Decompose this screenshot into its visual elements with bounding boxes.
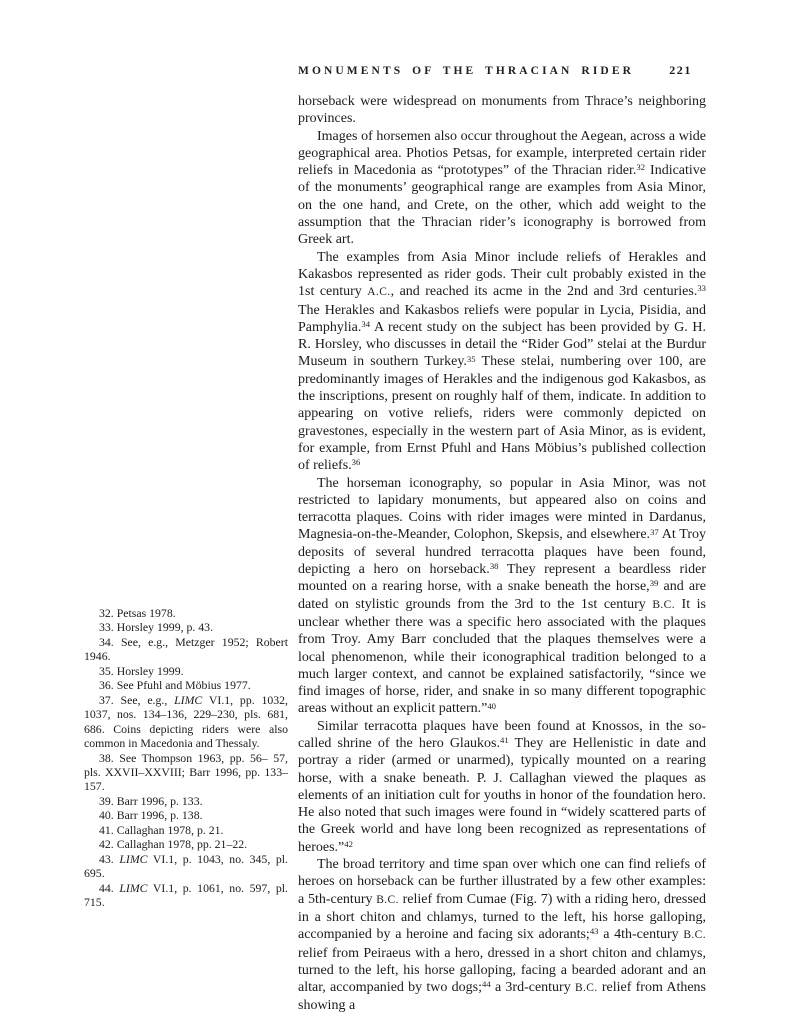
footnote-36 bbox=[84, 678, 288, 692]
footnote-33 bbox=[84, 620, 288, 634]
text-run: and are dated on stylistic grounds from the 3rd to the 1st century bbox=[298, 579, 706, 612]
footnote-35 bbox=[84, 664, 288, 678]
paragraph-3 bbox=[298, 249, 706, 475]
text-run: 34. See, e.g., Metzger 1952; Robert 1946. bbox=[84, 634, 288, 664]
text-run: 33. Horsley 1999, p. 43. bbox=[99, 620, 214, 635]
italic-text: LIMC bbox=[119, 880, 148, 895]
footnote-34 bbox=[84, 635, 288, 664]
paragraph-1 bbox=[298, 93, 706, 128]
text-run: VI.1, pp. 1032, 1037, nos. 134–136, 229–230, pls. 681, 686. Coins depicting riders were also common in Macedonia and Thessaly. bbox=[84, 692, 289, 751]
small-caps-text: B.C. bbox=[376, 893, 399, 906]
text-run: Indicative of the monuments’ geographical range are examples from Asia Minor, on the one hand, and Crete, on the other, which add weight to the assumption that the Thracian rider’s iconography is borrowed from Greek art. bbox=[298, 163, 706, 248]
text-run: relief from Athens showing a bbox=[298, 980, 706, 1014]
footnote-37 bbox=[84, 693, 288, 751]
footnote-marker: 32 bbox=[636, 162, 646, 173]
text-run: 35. Horsley 1999. bbox=[99, 663, 184, 678]
footnote-44 bbox=[84, 881, 288, 910]
text-run: relief from Peiraeus with a hero, dressed in a short chiton and chlamys, turned to the left, his horse galloping, facing a bearded adorant and an altar, accompanied by two dogs; bbox=[298, 945, 706, 996]
footnote-38 bbox=[84, 751, 288, 794]
text-run: 32. Petsas 1978. bbox=[99, 606, 176, 620]
small-caps-text: B.C. bbox=[574, 982, 598, 995]
text-run: The Herakles and Kakasbos reliefs were popular in Lycia, Pisidia, and Pamphylia. bbox=[298, 302, 706, 335]
footnote-43 bbox=[84, 852, 288, 881]
text-run: 41. Callaghan 1978, p. 21. bbox=[99, 822, 224, 837]
small-caps-text: B.C. bbox=[652, 598, 675, 611]
text-run: 44. bbox=[99, 880, 120, 895]
paragraph-6 bbox=[298, 856, 706, 1015]
footnote-marker: 41 bbox=[500, 735, 509, 746]
footnote-marker: 39 bbox=[649, 578, 659, 589]
italic-text: LIMC bbox=[174, 692, 203, 707]
text-run: They are Hellenistic in date and portray a rider (armed or unarmed), typically mounted on a rearing horse, with a snake beneath. P. J. Callaghan viewed the plaques as elements of an initiation cult for youths in honor of the foundation hero. He also noted that such images were found in “widely scattered parts of the Greek world and have long been recognized as representations of heroes.” bbox=[298, 735, 706, 855]
text-run: horseback were widespread on monuments from Thrace’s neighboring provinces. bbox=[298, 94, 706, 127]
text-run: 36. See Pfuhl and Möbius 1977. bbox=[99, 678, 251, 693]
main-text-column bbox=[298, 93, 706, 1015]
footnote-marker: 43 bbox=[589, 926, 599, 937]
footnote-marker: 36 bbox=[351, 457, 361, 468]
small-caps-text: A.C. bbox=[367, 286, 391, 299]
footnotes-column bbox=[84, 606, 288, 910]
text-run: The broad territory and time span over which one can find reliefs of heroes on horseback can be further illustrated by a few other examples: a 5th-century bbox=[298, 857, 706, 907]
text-run: A recent study on the subject has been provided by G. H. R. Horsley, who discusses in detail the “Rider God” stelai at the Burdur Museum in southern Turkey. bbox=[298, 319, 706, 370]
paragraph-2 bbox=[298, 128, 706, 249]
text-run: VI.1, p. 1043, no. 345, pl. 695. bbox=[84, 851, 288, 881]
text-run: The horseman iconography, so popular in Asia Minor, was not restricted to lapidary monuments, but appeared also on coins and terracotta plaques. Coins with rider images were minted in Dardanus, Magnesia-on-the-Meander, Colophon, Skepsis, and elsewhere. bbox=[298, 475, 706, 543]
footnote-marker: 42 bbox=[344, 838, 353, 849]
footnote-40 bbox=[84, 808, 288, 822]
text-run: relief from Cumae (Fig. 7) with a riding hero, dressed in a short chiton and chlamys, turned to the left, his horse galloping, accompanied by a heroine and facing six adorants; bbox=[298, 891, 706, 943]
italic-text: LIMC bbox=[119, 851, 148, 866]
small-caps-text: B.C. bbox=[683, 929, 706, 942]
text-run: 40. Barr 1996, p. 138. bbox=[99, 808, 203, 823]
text-run: At Troy deposits of several hundred terracotta plaques have been found, depicting a hero on horseback. bbox=[298, 527, 707, 578]
text-run: Images of horsemen also occur throughout the Aegean, across a wide geographical area. Photios Petsas, for example, interpreted certain rider reliefs in Macedonia as “prototypes” of the Thracian rider. bbox=[298, 128, 706, 179]
text-run: The examples from Asia Minor include reliefs of Herakles and Kakasbos represented as rider gods. Their cult probably existed in the 1st century bbox=[298, 249, 706, 300]
page-number: 221 bbox=[669, 63, 692, 77]
paragraph-5 bbox=[298, 718, 706, 856]
text-run: It is unclear whether there was a specific hero associated with the plaques from Troy. Amy Barr concluded that the plaques themselves were a local phenomenon, while their iconographical tradition belonged to a much larger context, and cannot be explained satisfactorily, “since we find images of horse, rider, and snake in so many different topographic areas without an explicit pattern.” bbox=[298, 596, 706, 717]
running-head bbox=[298, 63, 706, 78]
footnote-marker: 40 bbox=[487, 700, 496, 711]
text-run: a 4th-century bbox=[598, 927, 684, 943]
footnote-42 bbox=[84, 837, 288, 851]
text-run: 43. bbox=[99, 851, 120, 866]
footnote-marker: 44 bbox=[482, 979, 491, 990]
footnote-marker: 33 bbox=[697, 283, 706, 294]
footnote-32 bbox=[84, 606, 288, 620]
footnote-39 bbox=[84, 794, 288, 808]
text-run: 39. Barr 1996, p. 133. bbox=[99, 793, 203, 808]
running-title: MONUMENTS OF THE THRACIAN RIDER bbox=[298, 65, 634, 77]
footnote-marker: 34 bbox=[361, 318, 371, 329]
text-run: 38. See Thompson 1963, pp. 56– 57, pls. XXVII–XXVIII; Barr 1996, pp. 133–157. bbox=[84, 750, 288, 794]
footnote-marker: 38 bbox=[489, 561, 499, 572]
text-run: a 3rd-century bbox=[490, 980, 575, 996]
footnote-41 bbox=[84, 823, 288, 837]
footnote-marker: 37 bbox=[650, 526, 659, 537]
text-run: Similar terracotta plaques have been found at Knossos, in the so-called shrine of the hero Glaukos. bbox=[298, 718, 706, 751]
paragraph-4 bbox=[298, 475, 706, 718]
text-run: 42. Callaghan 1978, pp. 21–22. bbox=[99, 837, 248, 852]
text-run: They represent a beardless rider mounted on a rearing horse, with a snake beneath the horse, bbox=[298, 562, 706, 595]
text-run: 37. See, e.g., bbox=[99, 692, 175, 707]
text-run: VI.1, p. 1061, no. 597, pl. 715. bbox=[84, 880, 288, 910]
footnote-marker: 35 bbox=[466, 353, 476, 364]
text-run: , and reached its acme in the 2nd and 3rd centuries. bbox=[390, 284, 698, 300]
text-run: These stelai, numbering over 100, are predominantly images of Herakles and the indigenous god Kakasbos, as the inscriptions, present on roughly half of them, indicate. In addition to appearing on votive reliefs, riders were commonly depicted on gravestones, especially in the western part of Asia Minor, as is evident, for example, from Ernst Pfuhl and Hans Möbius’s published collection of reliefs. bbox=[298, 354, 706, 474]
